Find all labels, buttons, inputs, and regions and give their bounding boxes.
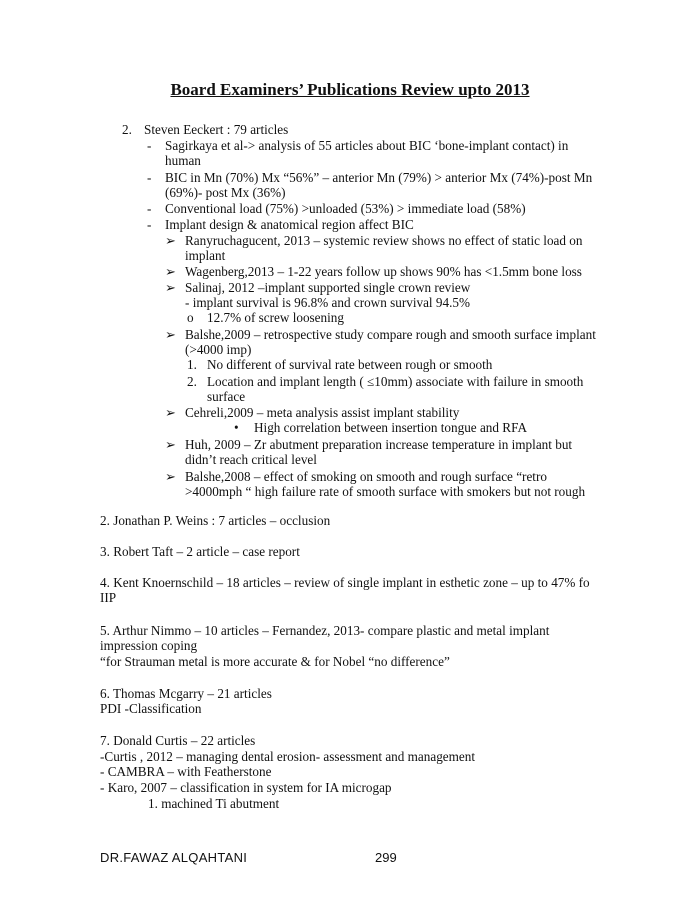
eeckert-subline: Balshe,2009 – retrospective study compare rough and smooth surface implant	[185, 327, 596, 342]
arrow-bullet: ➢	[165, 405, 177, 420]
dash-marker: -	[147, 217, 152, 232]
eeckert-heading: Steven Eeckert : 79 articles	[144, 122, 289, 137]
list-number: 2.	[187, 374, 197, 389]
eeckert-subline: Wagenberg,2013 – 1-22 years follow up shows 90% has <1.5mm bone loss	[185, 264, 582, 279]
eeckert-line: human	[165, 153, 201, 168]
arrow-bullet: ➢	[165, 437, 177, 452]
examiner-nimmo: 5. Arthur Nimmo – 10 articles – Fernandez, 2013- compare plastic and metal implant	[100, 623, 550, 638]
page-number: 299	[375, 850, 397, 865]
eeckert-subline: didn’t reach critical level	[185, 452, 317, 467]
eeckert-line: Conventional load (75%) >unloaded (53%) > immediate load (58%)	[165, 201, 526, 216]
page-title: Board Examiners’ Publications Review upto 2013	[170, 80, 530, 99]
dash-marker: -	[147, 138, 152, 153]
eeckert-subline: Ranyruchagucent, 2013 – systemic review shows no effect of static load on	[185, 233, 583, 248]
eeckert-subline: Salinaj, 2012 –implant supported single crown review	[185, 280, 471, 295]
circle-bullet: o	[187, 310, 194, 325]
examiner-weins: 2. Jonathan P. Weins : 7 articles – occlusion	[100, 513, 331, 528]
eeckert-subline: (>4000 imp)	[185, 342, 252, 357]
curtis-item: - Karo, 2007 – classification in system for IA microgap	[100, 780, 392, 795]
dash-marker: -	[147, 170, 152, 185]
footer-author: DR.FAWAZ ALQAHTANI	[100, 850, 248, 865]
arrow-bullet: ➢	[165, 233, 177, 248]
eeckert-subline: Balshe,2008 – effect of smoking on smooth and rough surface “retro	[185, 469, 547, 484]
examiner-knoernschild: 4. Kent Knoernschild – 18 articles – review of single implant in esthetic zone – up to 47% fo	[100, 575, 590, 590]
eeckert-line: BIC in Mn (70%) Mx “56%” – anterior Mn (79%) > anterior Mx (74%)-post Mn	[165, 170, 593, 185]
examiner-nimmo-quote: “for Strauman metal is more accurate & for Nobel “no difference”	[100, 654, 450, 669]
arrow-bullet: ➢	[165, 264, 177, 279]
list-number: 1.	[187, 357, 197, 372]
eeckert-subline: >4000mph “ high failure rate of smooth surface with smokers but not rough	[185, 484, 586, 499]
eeckert-subline: implant	[185, 248, 226, 263]
examiner-knoernschild-cont: IIP	[100, 590, 117, 605]
examiner-nimmo-cont: impression coping	[100, 638, 198, 653]
dash-marker: -	[147, 201, 152, 216]
arrow-bullet: ➢	[165, 280, 177, 295]
eeckert-subline: 12.7% of screw loosening	[207, 310, 344, 325]
arrow-bullet: ➢	[165, 327, 177, 342]
examiner-taft: 3. Robert Taft – 2 article – case report	[100, 544, 300, 559]
curtis-subitem: 1. machined Ti abutment	[148, 796, 280, 811]
arrow-bullet: ➢	[165, 469, 177, 484]
dot-bullet: •	[234, 420, 239, 435]
curtis-item: -Curtis , 2012 – managing dental erosion- assessment and management	[100, 749, 476, 764]
eeckert-subline: Cehreli,2009 – meta analysis assist implant stability	[185, 405, 460, 420]
eeckert-subline: No different of survival rate between rough or smooth	[207, 357, 493, 372]
eeckert-subline: Location and implant length ( ≤10mm) associate with failure in smooth	[207, 374, 584, 389]
list-number: 2.	[122, 122, 132, 137]
eeckert-line: (69%)- post Mx (36%)	[165, 185, 286, 200]
eeckert-subline: - implant survival is 96.8% and crown survival 94.5%	[185, 295, 470, 310]
eeckert-line: Implant design & anatomical region affect BIC	[165, 217, 414, 232]
curtis-item: - CAMBRA – with Featherstone	[100, 764, 272, 779]
eeckert-line: Sagirkaya et al-> analysis of 55 articles about BIC ‘bone-implant contact) in	[165, 138, 569, 153]
examiner-mcgarry-cont: PDI -Classification	[100, 701, 202, 716]
examiner-mcgarry: 6. Thomas Mcgarry – 21 articles	[100, 686, 272, 701]
examiner-curtis: 7. Donald Curtis – 22 articles	[100, 733, 256, 748]
eeckert-subline: Huh, 2009 – Zr abutment preparation increase temperature in implant but	[185, 437, 573, 452]
eeckert-subline: surface	[207, 389, 246, 404]
eeckert-subline: High correlation between insertion tongue and RFA	[254, 420, 527, 435]
